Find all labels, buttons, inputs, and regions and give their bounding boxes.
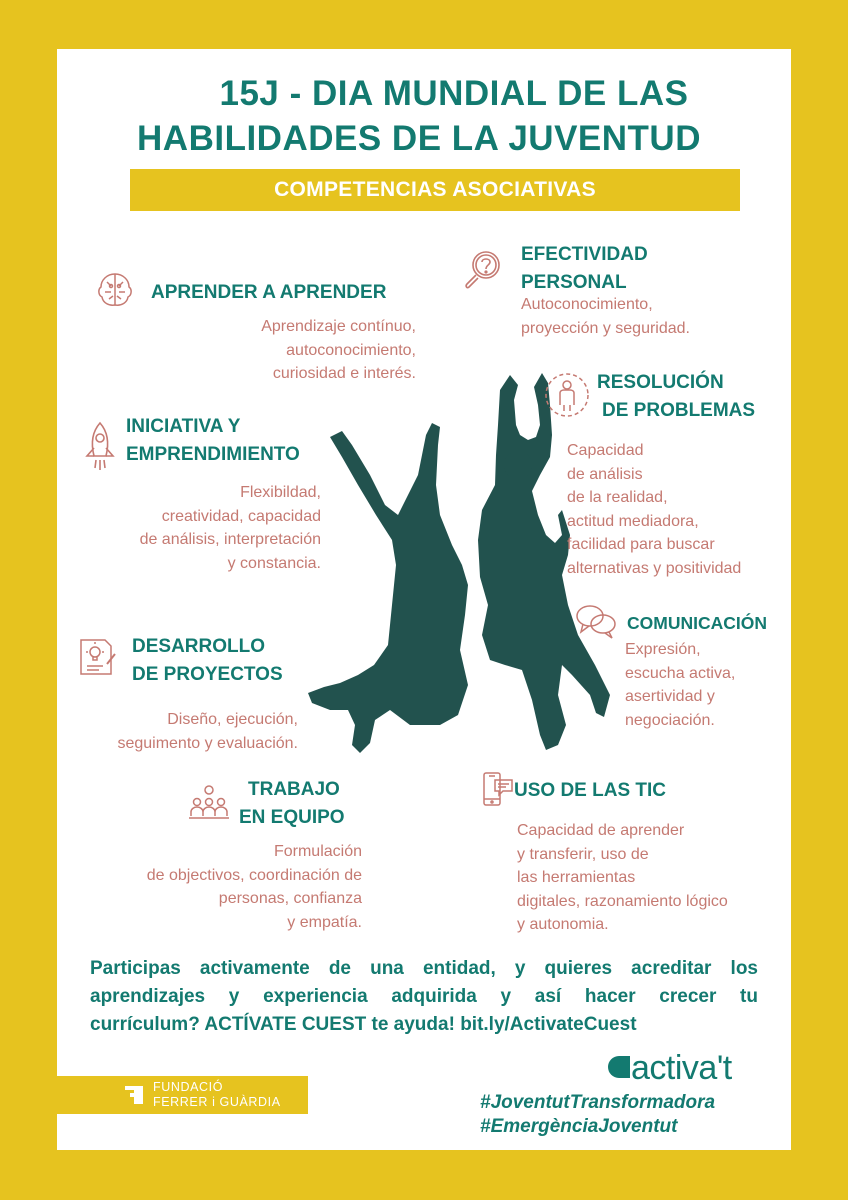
- hashtag-1: #JoventutTransformadora: [480, 1092, 716, 1113]
- page-title-line1: 15J - DIA MUNDIAL DE LAS: [219, 74, 689, 113]
- skill-title-trabajo: TRABAJO EN EQUIPO: [239, 779, 345, 828]
- brain-icon: [95, 270, 135, 310]
- skill-title-efectividad: EFECTIVIDAD PERSONAL: [521, 244, 648, 293]
- skill-title-comunicacion: COMUNICACIÓN: [627, 613, 767, 633]
- skill-desc-efectividad: Autoconocimiento, proyección y seguridad.: [521, 296, 690, 337]
- skill-desc-comunicacion: Expresión, escucha activa, asertividad y negociación.: [625, 641, 736, 729]
- section-banner: COMPETENCIAS ASOCIATIVAS: [130, 169, 740, 211]
- skill-desc-resolucion: Capacidad de análisis de la realidad, actitud mediadora, facilidad para buscar alternativas y positividad: [567, 442, 742, 577]
- foundation-mark-icon: [122, 1083, 146, 1107]
- call-to-action: Participas activamente de una entidad, y quieres acreditar los aprendizajes y experiencia adquirida y así hacer crecer tu currículum? ACTÍVATE CUEST te ayuda! bit.ly/ActivateCuest: [90, 958, 758, 1035]
- brand-dot-icon: [608, 1056, 630, 1078]
- question-icon: [462, 248, 504, 292]
- speech-bubbles-icon: [575, 602, 617, 640]
- skill-desc-tic: Capacidad de aprender y transferir, uso de las herramientas digitales, razonamiento lógico y autonomia.: [517, 822, 728, 933]
- team-icon: [189, 782, 229, 822]
- page-title-line2: HABILIDADES DE LA JUVENTUD: [137, 119, 701, 158]
- skill-desc-desarrollo: Diseño, ejecución, seguimento y evaluación.: [117, 711, 298, 752]
- person-target-icon: [543, 371, 591, 419]
- document-bulb-icon: [77, 636, 117, 678]
- skill-title-aprender: APRENDER A APRENDER: [151, 282, 387, 303]
- skill-title-resolucion: RESOLUCIÓN DE PROBLEMAS: [597, 372, 756, 421]
- rocket-icon: [82, 420, 118, 472]
- foundation-name: FUNDACIÓ FERRER i GUÀRDIA: [153, 1080, 281, 1109]
- brand-logo: activa't: [608, 1049, 732, 1088]
- skill-desc-iniciativa: Flexibildad, creatividad, capacidad de análisis, interpretación y constancia.: [139, 484, 321, 572]
- skill-title-tic: USO DE LAS TIC: [514, 780, 667, 801]
- phone-chat-icon: [481, 771, 515, 809]
- skill-desc-aprender: Aprendizaje contínuo, autoconocimiento, curiosidad e interés.: [261, 318, 416, 382]
- hashtag-2: #EmergènciaJoventut: [480, 1116, 678, 1137]
- foundation-logo: [45, 1076, 308, 1114]
- skill-desc-trabajo: Formulación de objectivos, coordinación de personas, confianza y empatía.: [146, 843, 362, 931]
- skill-title-desarrollo: DESARROLLO DE PROYECTOS: [132, 636, 283, 685]
- skill-title-iniciativa: INICIATIVA Y EMPRENDIMIENTO: [126, 416, 300, 465]
